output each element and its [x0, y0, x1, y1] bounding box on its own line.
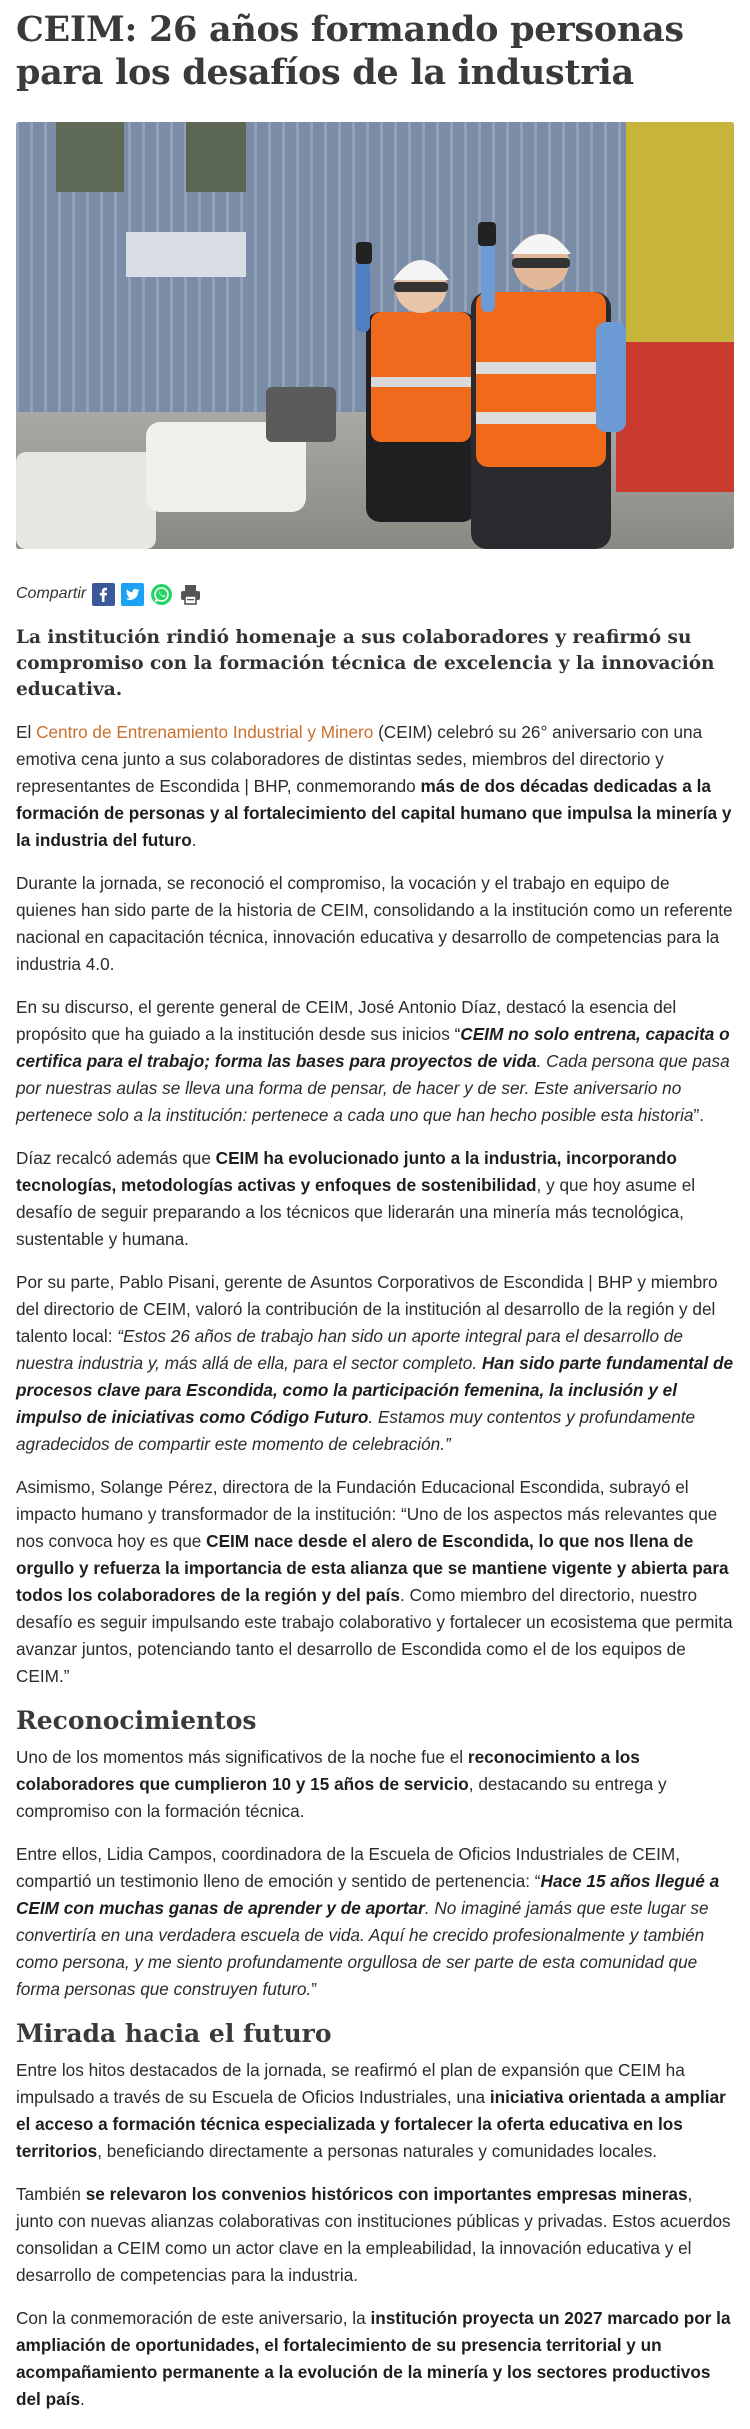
paragraph-6: Asimismo, Solange Pérez, directora de la Fundación Educacional Escondida, subrayó el impacto humano y transformador de la institución: “Uno de los aspectos más relevantes que nos convoca hoy es que CEIM nace desde el alero de Escondida, lo que nos llena de orgullo y refuerza la importancia de esta alianza que se mantiene vigente y abierta para todos los colaboradores de la región y del país. Como miembro del directorio, nuestro desafío es seguir impulsando este trabajo colaborativo y fortalecer un ecosistema que permita avanzar juntos, potenciando tanto el desarrollo de Escondida como el de los equipos de CEIM.” — [16, 1477, 733, 1686]
whatsapp-icon[interactable] — [150, 583, 173, 606]
paragraph-4: Díaz recalcó además que CEIM ha evolucionado junto a la industria, incorporando tecnologías, metodologías activas y enfoques de sostenibilidad, y que hoy asume el desafío de seguir preparando a los técnicos que liderarán una minería más tecnológica, sustentable y humana. — [16, 1148, 696, 1249]
paragraph-10: También se relevaron los convenios históricos con importantes empresas mineras, junto con nuevas alianzas colaborativas con instituciones públicas y privadas. Estos acuerdos consolidan a CEIM como un actor clave en la empleabilidad, la innovación educativa y el desarrollo de competencias para la industria. — [16, 2184, 731, 2285]
ceim-link[interactable]: Centro de Entrenamiento Industrial y Minero — [36, 722, 374, 742]
print-icon[interactable] — [179, 583, 202, 606]
paragraph-2: Durante la jornada, se reconoció el compromiso, la vocación y el trabajo en equipo de quienes han sido parte de la historia de CEIM, consolidando a la institución como un referente nacional en capacitación técnica, innovación educativa y desarrollo de competencias para la industria 4.0. — [16, 873, 733, 974]
facebook-icon[interactable] — [92, 583, 115, 606]
article-title: CEIM: 26 años formando personas para los desafíos de la industria — [16, 9, 684, 93]
paragraph-7: Uno de los momentos más significativos de la noche fue el reconocimiento a los colaboradores que cumplieron 10 y 15 años de servicio, destacando su entrega y compromiso con la formación técnica. — [16, 1747, 667, 1821]
section-heading-reconocimientos: Reconocimientos — [16, 1706, 257, 1735]
share-label: Compartir — [16, 585, 87, 602]
hero-photo — [16, 122, 734, 549]
share-bar — [16, 579, 734, 609]
paragraph-3: En su discurso, el gerente general de CEIM, José Antonio Díaz, destacó la esencia del propósito que ha guiado a la institución desde sus inicios “CEIM no solo entrena, capacita o certifica para el trabajo; forma las bases para proyectos de vida. Cada persona que pasa por nuestras aulas se lleva una forma de pensar, de hacer y de ser. Este aniversario no pertenece solo a la institución: pertenece a cada uno que han hecho posible esta historia”. — [16, 997, 730, 1125]
article-lead: La institución rindió homenaje a sus colaboradores y reafirmó su compromiso con la formación técnica de excelencia y la innovación educativa. — [16, 627, 715, 700]
paragraph-8: Entre ellos, Lidia Campos, coordinadora de la Escuela de Oficios Industriales de CEIM, compartió un testimonio lleno de emoción y sentido de pertenencia: “Hace 15 años llegué a CEIM con muchas ganas de aprender y de aportar. No imaginé jamás que este lugar se convertiría en una verdadera escuela de vida. Aquí he crecido profesionalmente y también como persona, y me siento profundamente orgullosa de ser parte de esta comunidad que forma personas que construyen futuro.” — [16, 1844, 720, 1999]
section-heading-mirada-futuro: Mirada hacia el futuro — [16, 2019, 332, 2048]
paragraph-5: Por su parte, Pablo Pisani, gerente de Asuntos Corporativos de Escondida | BHP y miembro del directorio de CEIM, valoró la contribución de la institución al desarrollo de la región y del talento local: “Estos 26 años de trabajo han sido un aporte integral para el desarrollo de nuestra industria y, más allá de ella, para el sector completo. Han sido parte fundamental de procesos clave para Escondida, como la participación femenina, la inclusión y el impulso de iniciativas como Código Futuro. Estamos muy contentos y profundamente agradecidos de compartir este momento de celebración.” — [16, 1272, 734, 1454]
twitter-icon[interactable] — [121, 583, 144, 606]
paragraph-1: El Centro de Entrenamiento Industrial y Minero (CEIM) celebró su 26° aniversario con una emotiva cena junto a sus colaboradores de distintas sedes, miembros del directorio y representantes de Escondida | BHP, conmemorando más de dos décadas dedicadas a la formación de personas y al fortalecimiento del capital humano que impulsa la minería y la industria del futuro. — [16, 722, 732, 850]
article — [0, 8, 750, 2413]
paragraph-11: Con la conmemoración de este aniversario, la institución proyecta un 2027 marcado por la ampliación de oportunidades, el fortalecimiento de su presencia territorial y un acompañamiento permanente a la evolución de la minería y los sectores productivos del país. — [16, 2308, 731, 2409]
paragraph-9: Entre los hitos destacados de la jornada, se reafirmó el plan de expansión que CEIM ha impulsado a través de su Escuela de Oficios Industriales, una iniciativa orientada a ampliar el acceso a formación técnica especializada y fortalecer la oferta educativa en los territorios, beneficiando directamente a personas naturales y comunidades locales. — [16, 2060, 726, 2161]
